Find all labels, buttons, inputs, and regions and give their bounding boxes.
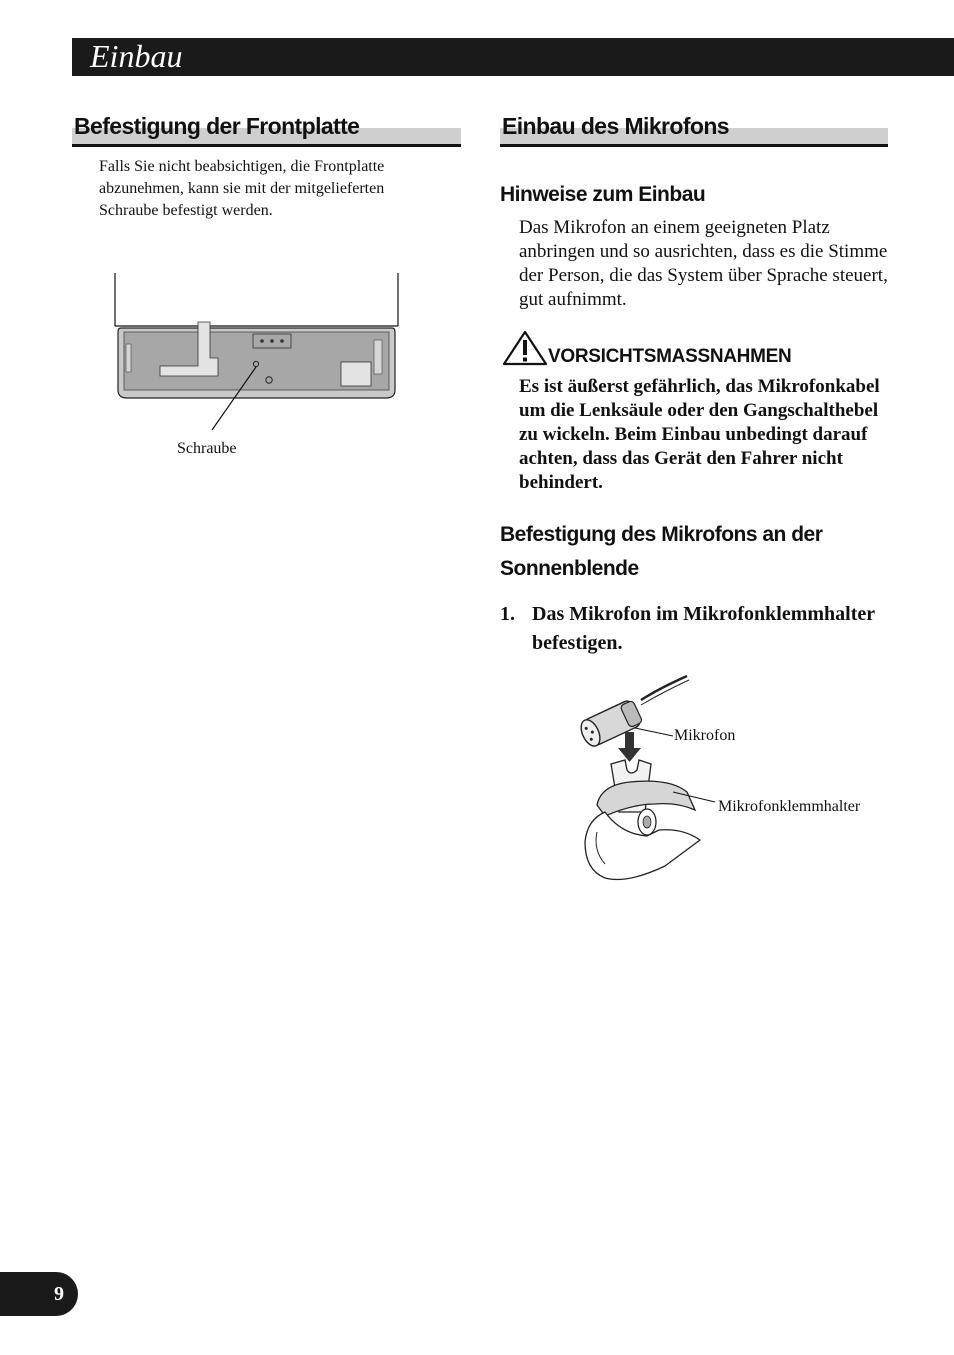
section-title: Einbau — [90, 38, 183, 74]
subheading-hinweise: Hinweise zum Einbau — [500, 183, 706, 206]
heading-mikrofon: Einbau des Mikrofons — [500, 117, 888, 147]
caution-title: VORSICHTSMASSNAHMEN — [548, 346, 792, 367]
page-number-tab — [0, 1272, 78, 1316]
caution-text: Es ist äußerst gefährlich, das Mikrofonkabel um die Lenksäule oder den Gangschalthebel zu wickeln. Beim Einbau unbedingt darauf achten, dass das Gerät den Fahrer nicht behindert. — [519, 376, 880, 493]
screw-label: Schraube — [177, 440, 237, 457]
label-mikrofon: Mikrofon — [674, 727, 736, 744]
step-text: Das Mikrofon im Mikrofonklemmhalter befestigen. — [532, 603, 875, 654]
warning-triangle-icon — [502, 330, 548, 366]
heading-frontplatte: Befestigung der Frontplatte — [72, 117, 461, 147]
frontplatte-intro: Falls Sie nicht beabsichtigen, die Frontplatte abzunehmen, kann sie mit der mitgelieferten Schraube befestigt werden. — [99, 158, 385, 219]
page-number: 9 — [54, 1283, 64, 1305]
front-panel-figure — [112, 270, 402, 410]
hinweise-text: Das Mikrofon an einem geeigneten Platz anbringen und so ausrichten, dass es die Stimme der Person, die das System über Sprache steuert, gut aufnimmt. — [519, 217, 888, 310]
step-number: 1. — [500, 603, 515, 625]
section-header-bar — [72, 38, 954, 76]
label-mikrofonklemmhalter: Mikrofonklemmhalter — [718, 798, 861, 815]
microphone-clip-figure — [575, 670, 710, 890]
subheading-sonnenblende: Befestigung des Mikrofons an der Sonnenblende — [500, 523, 823, 580]
